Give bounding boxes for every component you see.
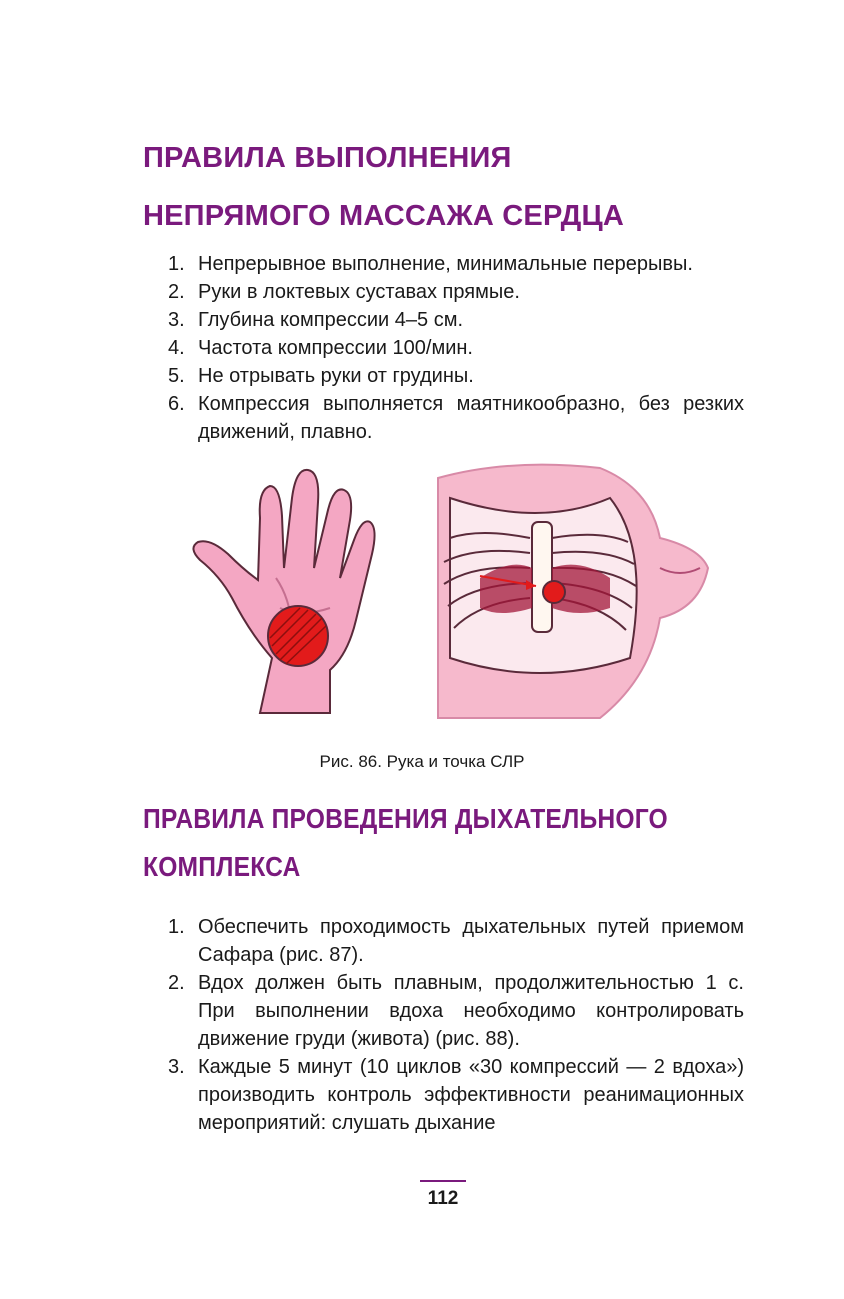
list-item	[168, 334, 744, 362]
section1-title	[143, 129, 743, 245]
list-item	[168, 250, 744, 278]
item-number: 2.	[168, 281, 185, 303]
list-item	[168, 306, 744, 334]
section1-title-line1: ПРАВИЛА ВЫПОЛНЕНИЯ	[143, 142, 512, 174]
item-number: 1.	[168, 253, 185, 275]
ribcage-illustration	[438, 465, 708, 718]
item-text: Обеспечить проходимость дыхательных путей приемом Сафара (рис. 87).	[198, 916, 744, 966]
item-text: Вдох должен быть плавным, продолжительностью 1 с. При выполнении вдоха необходимо контролировать движение груди (живота) (рис. 88).	[198, 972, 744, 1050]
item-text: Глубина компрессии 4–5 см.	[198, 309, 464, 331]
section2-title-line2: КОМПЛЕКСА	[143, 851, 301, 882]
list-item	[168, 362, 744, 390]
section1-title-line2: НЕПРЯМОГО МАССАЖА СЕРДЦА	[143, 200, 625, 232]
list-item	[168, 1053, 744, 1137]
cpr-rules-list	[168, 250, 744, 446]
hand-illustration	[193, 470, 374, 713]
page-number: 112	[427, 1188, 459, 1209]
list-item	[168, 390, 744, 446]
item-text: Не отрывать руки от грудины.	[198, 365, 474, 387]
list-item	[168, 969, 744, 1053]
item-number: 3.	[168, 309, 185, 331]
item-number: 1.	[168, 916, 185, 938]
page-number-rule	[420, 1180, 466, 1182]
list-item	[168, 278, 744, 306]
section2-title-line1: ПРАВИЛА ПРОВЕДЕНИЯ ДЫХАТЕЛЬНОГО	[143, 803, 668, 834]
item-number: 3.	[168, 1056, 185, 1078]
section2-title	[143, 795, 689, 891]
breathing-rules-list	[168, 913, 744, 1137]
list-item	[168, 913, 744, 969]
item-text: Компрессия выполняется маятникообразно, без резких движений, плавно.	[198, 393, 744, 443]
cpr-illustration	[180, 458, 720, 726]
item-text: Частота компрессии 100/мин.	[198, 337, 473, 359]
item-text: Руки в локтевых суставах прямые.	[198, 281, 520, 303]
item-number: 4.	[168, 337, 185, 359]
item-number: 5.	[168, 365, 185, 387]
item-number: 6.	[168, 393, 185, 415]
item-text: Каждые 5 минут (10 циклов «30 компрессий — 2 вдоха») производить контроль эффективности реанимационных мероприятий: слушать дыхание	[198, 1056, 744, 1134]
item-number: 2.	[168, 972, 185, 994]
figure-caption: Рис. 86. Рука и точка СЛР	[319, 752, 525, 771]
item-text: Непрерывное выполнение, минимальные перерывы.	[198, 253, 693, 275]
